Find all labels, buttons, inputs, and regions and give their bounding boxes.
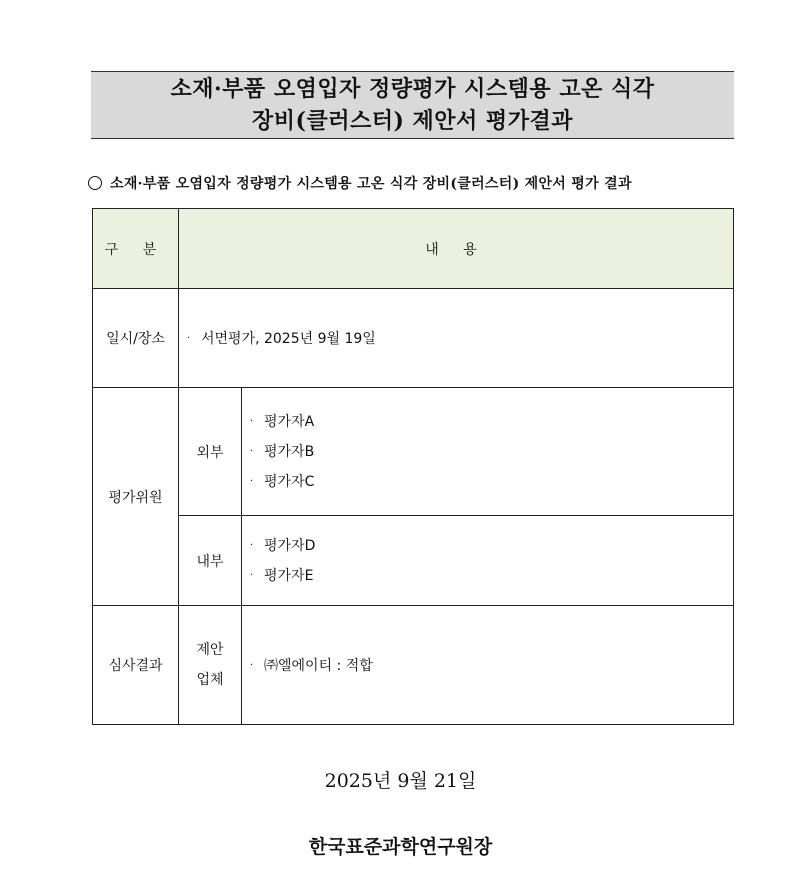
internal-label: 내부 [179,516,242,606]
circle-bullet-icon [88,176,102,190]
list-item: · 평가자D [250,531,733,561]
header-content: 내 용 [179,209,734,289]
evaluation-table [92,208,734,725]
external-members [242,388,734,516]
list-item: · 평가자C [250,467,733,497]
header-category: 구 분 [93,209,179,289]
footer-date: 2025년 9월 21일 [324,770,477,792]
bullet-icon: · [187,333,191,344]
committee-external-row [93,388,734,516]
list-item: · 평가자A [250,407,733,437]
result-row [93,606,734,725]
bullet-icon: · [250,475,254,487]
committee-label: 평가위원 [93,388,179,606]
schedule-row [93,289,734,388]
section-heading [88,173,632,193]
bullet-icon: · [250,660,254,671]
bullet-icon: · [250,539,254,551]
document-title [91,71,734,139]
committee-internal-row [93,516,734,606]
schedule-label: 일시/장소 [93,289,179,388]
result-sub-label: 제안 업체 [179,606,242,725]
schedule-cell [179,289,734,388]
list-item: · 평가자E [250,561,733,591]
title-line-2: 장비(클러스터) 제안서 평가결과 [252,108,573,134]
list-item: · 평가자B [250,437,733,467]
bullet-icon: · [250,415,254,427]
schedule-value: 서면평가, 2025년 9월 19일 [201,331,376,347]
bullet-icon: · [250,445,254,457]
result-cell [242,606,734,725]
table-header-row [93,209,734,289]
result-label: 심사결과 [93,606,179,725]
external-label: 외부 [179,388,242,516]
section-heading-text: 소재·부품 오염입자 정량평가 시스템용 고온 식각 장비(클러스터) 제안서 평가 결과 [110,176,632,192]
bullet-icon: · [250,569,254,581]
footer-organization: 한국표준과학연구원장 [308,836,493,858]
internal-members [242,516,734,606]
result-value: ㈜엘에이티 : 적합 [264,658,373,674]
title-line-1: 소재·부품 오염입자 정량평가 시스템용 고온 식각 [170,76,655,102]
